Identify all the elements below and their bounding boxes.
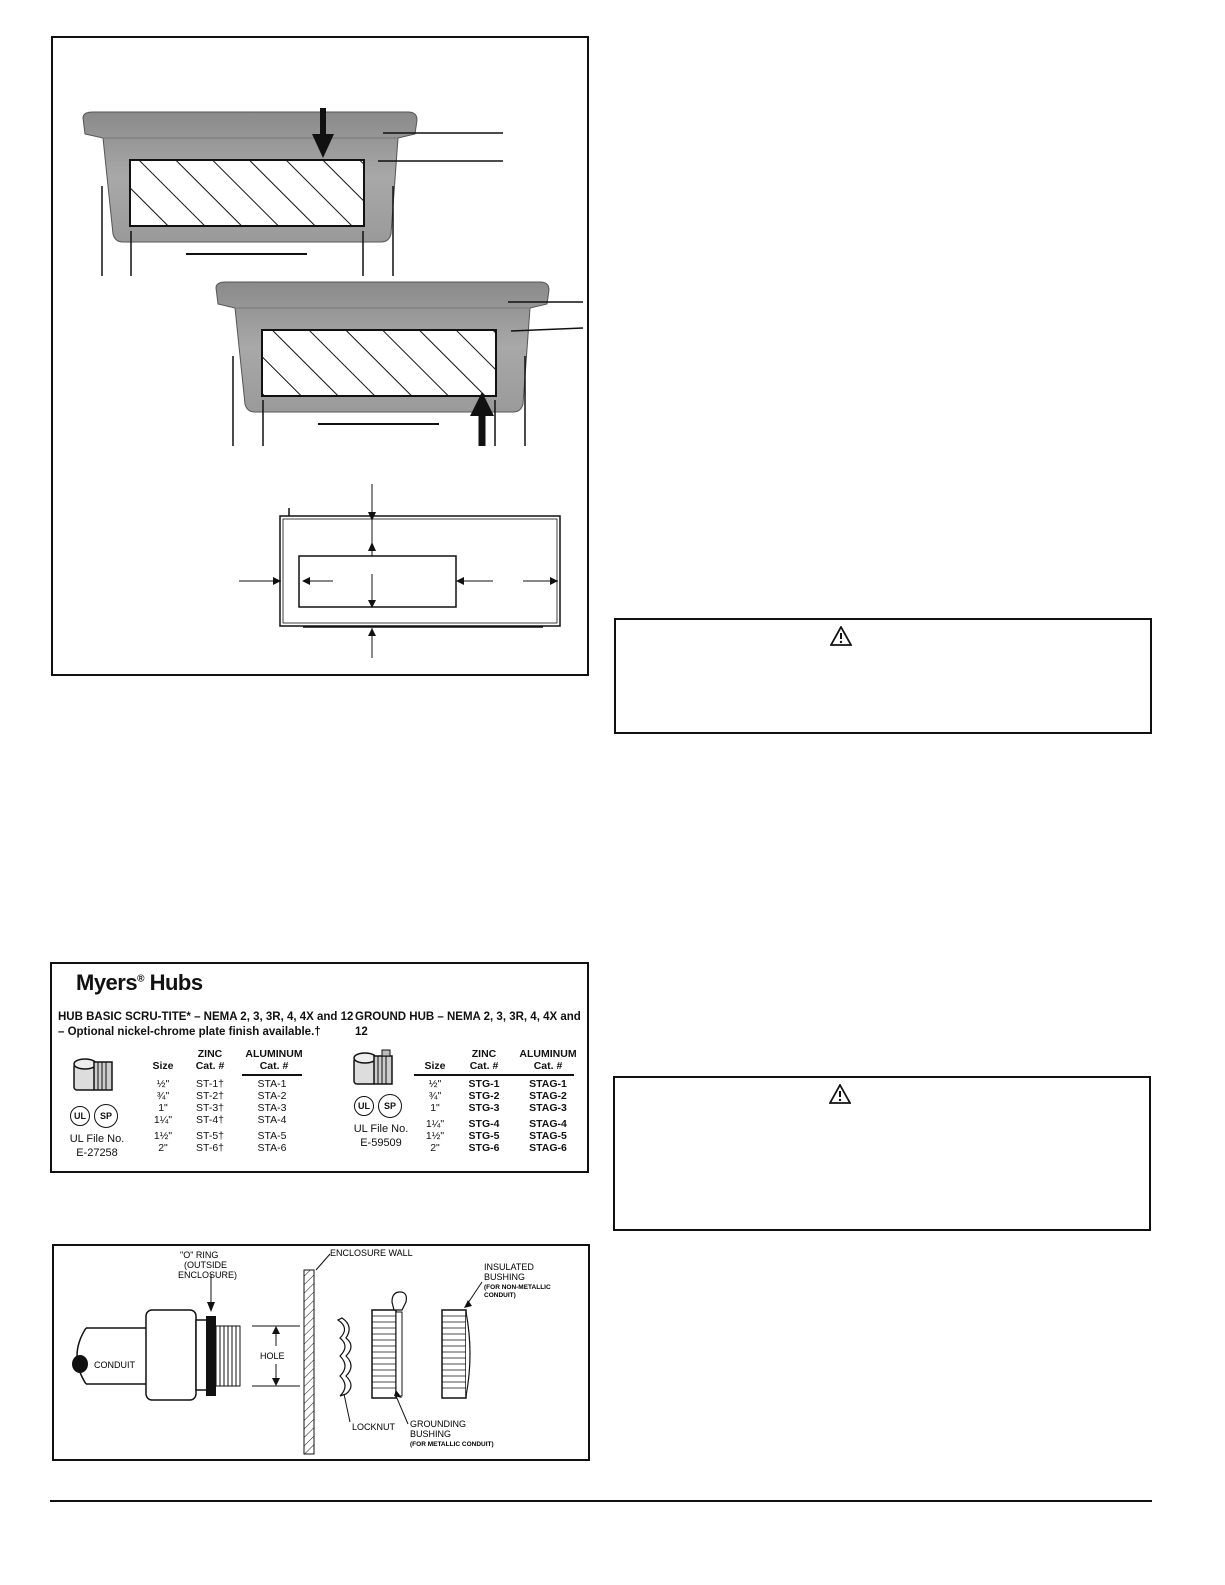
hub-fitting-icon bbox=[72, 1054, 116, 1094]
ground-alum: STAG-1 STAG-2 STAG-3 STAG-4 STAG-5 STAG-6 bbox=[529, 1078, 567, 1154]
conduit-paren-label: CONDUIT) bbox=[484, 1292, 516, 1299]
hub-installation-diagram bbox=[52, 1244, 590, 1461]
hubs-title: Myers® Hubs bbox=[76, 970, 203, 995]
basic-zinc: ST-1† ST-2† ST-3† ST-4† ST-5† ST-6† bbox=[195, 1078, 224, 1154]
basic-col-alum: ALUMINUM Cat. # bbox=[245, 1048, 303, 1072]
ground-zinc: STG-1 STG-2 STG-3 STG-4 STG-5 STG-6 bbox=[468, 1078, 500, 1154]
basic-sizes: ½" ¾" 1" 1¼" 1½" 2" bbox=[153, 1078, 173, 1154]
ground-col-zinc: ZINC Cat. # bbox=[469, 1048, 499, 1072]
basic-alum: STA-1 STA-2 STA-3 STA-4 STA-5 STA-6 bbox=[257, 1078, 287, 1154]
warning-triangle-icon bbox=[829, 1084, 851, 1104]
csa-badge: SP bbox=[94, 1104, 118, 1128]
ground-ul-file: UL File No. E-59509 bbox=[353, 1123, 409, 1149]
ground-col-alum: ALUMINUM Cat. # bbox=[519, 1048, 577, 1072]
o-ring-label-2: (OUTSIDE bbox=[184, 1260, 228, 1270]
non-metallic-label: (FOR NON-METALLIC bbox=[484, 1284, 551, 1291]
ground-csa-badge: SP bbox=[378, 1094, 402, 1118]
bushing-label: BUSHING bbox=[484, 1272, 526, 1282]
warning-box-2 bbox=[613, 1076, 1151, 1231]
warning-box-1 bbox=[614, 618, 1152, 734]
basic-hub-grid bbox=[142, 1048, 302, 1168]
ground-hub-fitting-icon bbox=[352, 1048, 396, 1088]
ground-hub-grid bbox=[414, 1048, 584, 1168]
lower-enclosure bbox=[216, 282, 583, 446]
insulated-label: INSULATED bbox=[484, 1262, 534, 1272]
basic-ul-file: UL File No. E-27258 bbox=[69, 1133, 125, 1159]
basic-hub-heading: HUB BASIC SCRU-TITE* – NEMA 2, 3, 3R, 4, 4X and 12 bbox=[58, 1011, 354, 1023]
ground-ul-badge: UL bbox=[354, 1096, 374, 1116]
footer-rule bbox=[50, 1500, 1152, 1502]
dimension-view bbox=[239, 484, 560, 658]
basic-col-zinc: ZINC Cat. # bbox=[195, 1048, 225, 1072]
hole-label: HOLE bbox=[260, 1351, 285, 1361]
conduit-label: CONDUIT bbox=[94, 1360, 135, 1370]
grounding-label: GROUNDING bbox=[410, 1419, 466, 1429]
metallic-label: (FOR METALLIC CONDUIT) bbox=[410, 1441, 494, 1448]
enclosure-drawing bbox=[53, 38, 587, 674]
myers-hubs-table bbox=[50, 962, 589, 1173]
o-ring-label: "O" RING bbox=[180, 1250, 219, 1260]
basic-hub-subheading: – Optional nickel-chrome plate finish available.† bbox=[58, 1026, 321, 1038]
hub-assembly-drawing bbox=[54, 1246, 588, 1459]
grounding-bushing-label: BUSHING bbox=[410, 1429, 452, 1439]
o-ring-label-3: ENCLOSURE) bbox=[178, 1270, 238, 1280]
warning-triangle-icon bbox=[830, 626, 852, 646]
basic-col-size: Size bbox=[152, 1060, 174, 1072]
ground-hub-heading: GROUND HUB – NEMA 2, 3, 3R, 4, 4X and 12 bbox=[355, 1011, 581, 1038]
enclosure-figure bbox=[51, 36, 589, 676]
enclosure-wall-label: ENCLOSURE WALL bbox=[330, 1248, 413, 1258]
ul-badge: UL bbox=[70, 1106, 90, 1126]
locknut-label: LOCKNUT bbox=[352, 1422, 396, 1432]
ground-sizes: ½" ¾" 1" 1¼" 1½" 2" bbox=[425, 1078, 445, 1154]
upper-enclosure bbox=[83, 108, 503, 276]
ground-col-size: Size bbox=[424, 1060, 446, 1072]
